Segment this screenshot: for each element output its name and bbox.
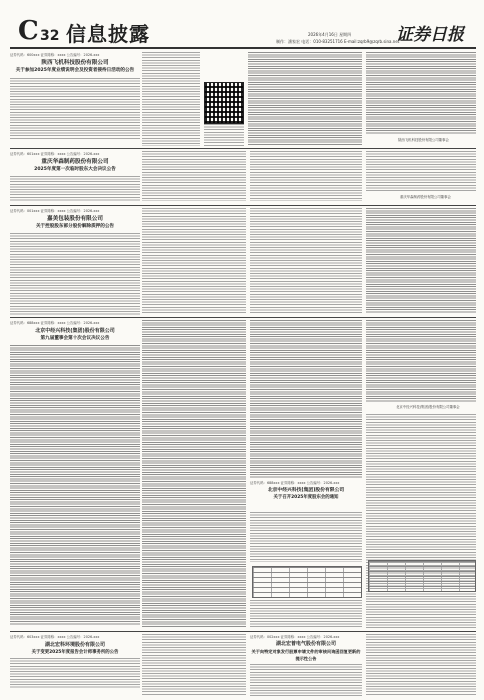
page-header: [8, 6, 478, 44]
code-line: 证券代码：002xxx 证券简称：xxxx 公告编号：2026-xxx: [250, 635, 340, 639]
body-column: [250, 151, 362, 201]
announcement-title: 关于参加2025年度业绩说明会及投资者接待日活动的公告: [15, 68, 135, 73]
announcement-block-5: [250, 480, 362, 510]
body-column: [204, 124, 244, 146]
announcement-title: 关于控股股东部分股份解除质押的公告: [35, 224, 115, 229]
announcement-block-3: [10, 208, 140, 316]
company-name: 嘉美包装股份有限公司: [47, 216, 103, 222]
body-column: [248, 52, 362, 146]
company-name: 北京中经兴科技(集团)股份有限公司: [267, 488, 345, 493]
code-line: 证券代码：001xxx 证券简称：xxxx 公告编号：2026-xxx: [10, 209, 100, 213]
contact-line: 制作：潘家宏 电话：010-83251716 E-mail:zqrb9@zqrb.sina.net: [276, 39, 400, 44]
body-column: [142, 634, 246, 696]
announcement-title: 关于变更2025年度报告会计师事务所的公告: [31, 650, 119, 655]
announcement-title: 关于召开2025年度股东会的通知: [273, 495, 339, 500]
body-column: [250, 208, 362, 314]
announcement-block-7: [250, 634, 362, 696]
body-column: [366, 414, 476, 628]
announcement-block-1: [10, 52, 140, 146]
body-column: [142, 52, 200, 146]
body-column: [366, 320, 476, 402]
body-column: [250, 512, 362, 562]
code-line: 证券代码：600xxx 证券简称：xxxx 公告编号：2026-xxx: [10, 53, 100, 57]
date-line: 2026年4月16日 星期四: [308, 32, 352, 37]
company-name: 北京中经兴科技(集团)股份有限公司: [35, 328, 115, 334]
body-column: [366, 634, 476, 696]
section-title: 信息披露: [66, 22, 150, 46]
header-rule: [10, 47, 476, 49]
company-name: 陕西飞机科技股份有限公司: [41, 60, 109, 66]
qr-code-icon: [204, 82, 244, 124]
company-name: 湖北宏普电气股份有限公司: [275, 641, 336, 647]
body-column: [250, 320, 362, 478]
announcement-block-6: [10, 634, 140, 696]
announcement-title: 2025年度第一次临时股东大会决议公告: [34, 167, 116, 172]
divider: [10, 631, 476, 632]
body-column: [142, 208, 246, 314]
body-column: [366, 208, 476, 314]
body-text: [10, 658, 140, 688]
body-column: [142, 320, 246, 628]
announcement-title: 关于向特定对象发行股票申请文件的审核问询函回复更新的提示性公告: [251, 649, 361, 661]
company-name: 湖北宏科环境股份有限公司: [44, 642, 105, 648]
announcement-block-4: [10, 320, 140, 628]
announcement-title: 第九届董事会第十次会议决议公告: [40, 336, 110, 341]
code-line: 证券代码：688xxx 证券简称：xxxx 公告编号：2026-xxx: [250, 481, 340, 485]
signature: 北京中经兴科技(集团)股份有限公司董事会: [396, 405, 460, 409]
masthead-logo: 证券日报: [396, 25, 464, 45]
data-table: [252, 566, 362, 598]
body-text: [10, 176, 140, 201]
code-line: 证券代码：603xxx 证券简称：xxxx 公告编号：2026-xxx: [10, 635, 100, 639]
body-column: [366, 151, 476, 191]
company-name: 重庆华森制药股份有限公司: [41, 159, 109, 165]
divider: [10, 317, 476, 318]
body-column: [142, 151, 246, 201]
body-column: [366, 52, 476, 134]
body-text: [10, 233, 140, 315]
data-table: [368, 560, 476, 592]
signature: 重庆华森制药股份有限公司董事会: [400, 195, 451, 199]
divider: [10, 148, 476, 149]
body-text: [10, 345, 140, 625]
announcement-block-2: [10, 151, 140, 203]
body-text: [250, 664, 362, 696]
signature: 陕西飞机科技股份有限公司董事会: [398, 138, 449, 142]
divider: [10, 205, 476, 206]
code-line: 证券代码：601xxx 证券简称：xxxx 公告编号：2026-xxx: [10, 152, 100, 156]
page-number: 32: [40, 28, 60, 44]
code-line: 证券代码：688xxx 证券简称：xxxx 公告编号：2026-xxx: [10, 321, 100, 325]
body-column: [250, 600, 362, 628]
body-text: [10, 78, 140, 140]
section-letter: C: [18, 16, 39, 46]
